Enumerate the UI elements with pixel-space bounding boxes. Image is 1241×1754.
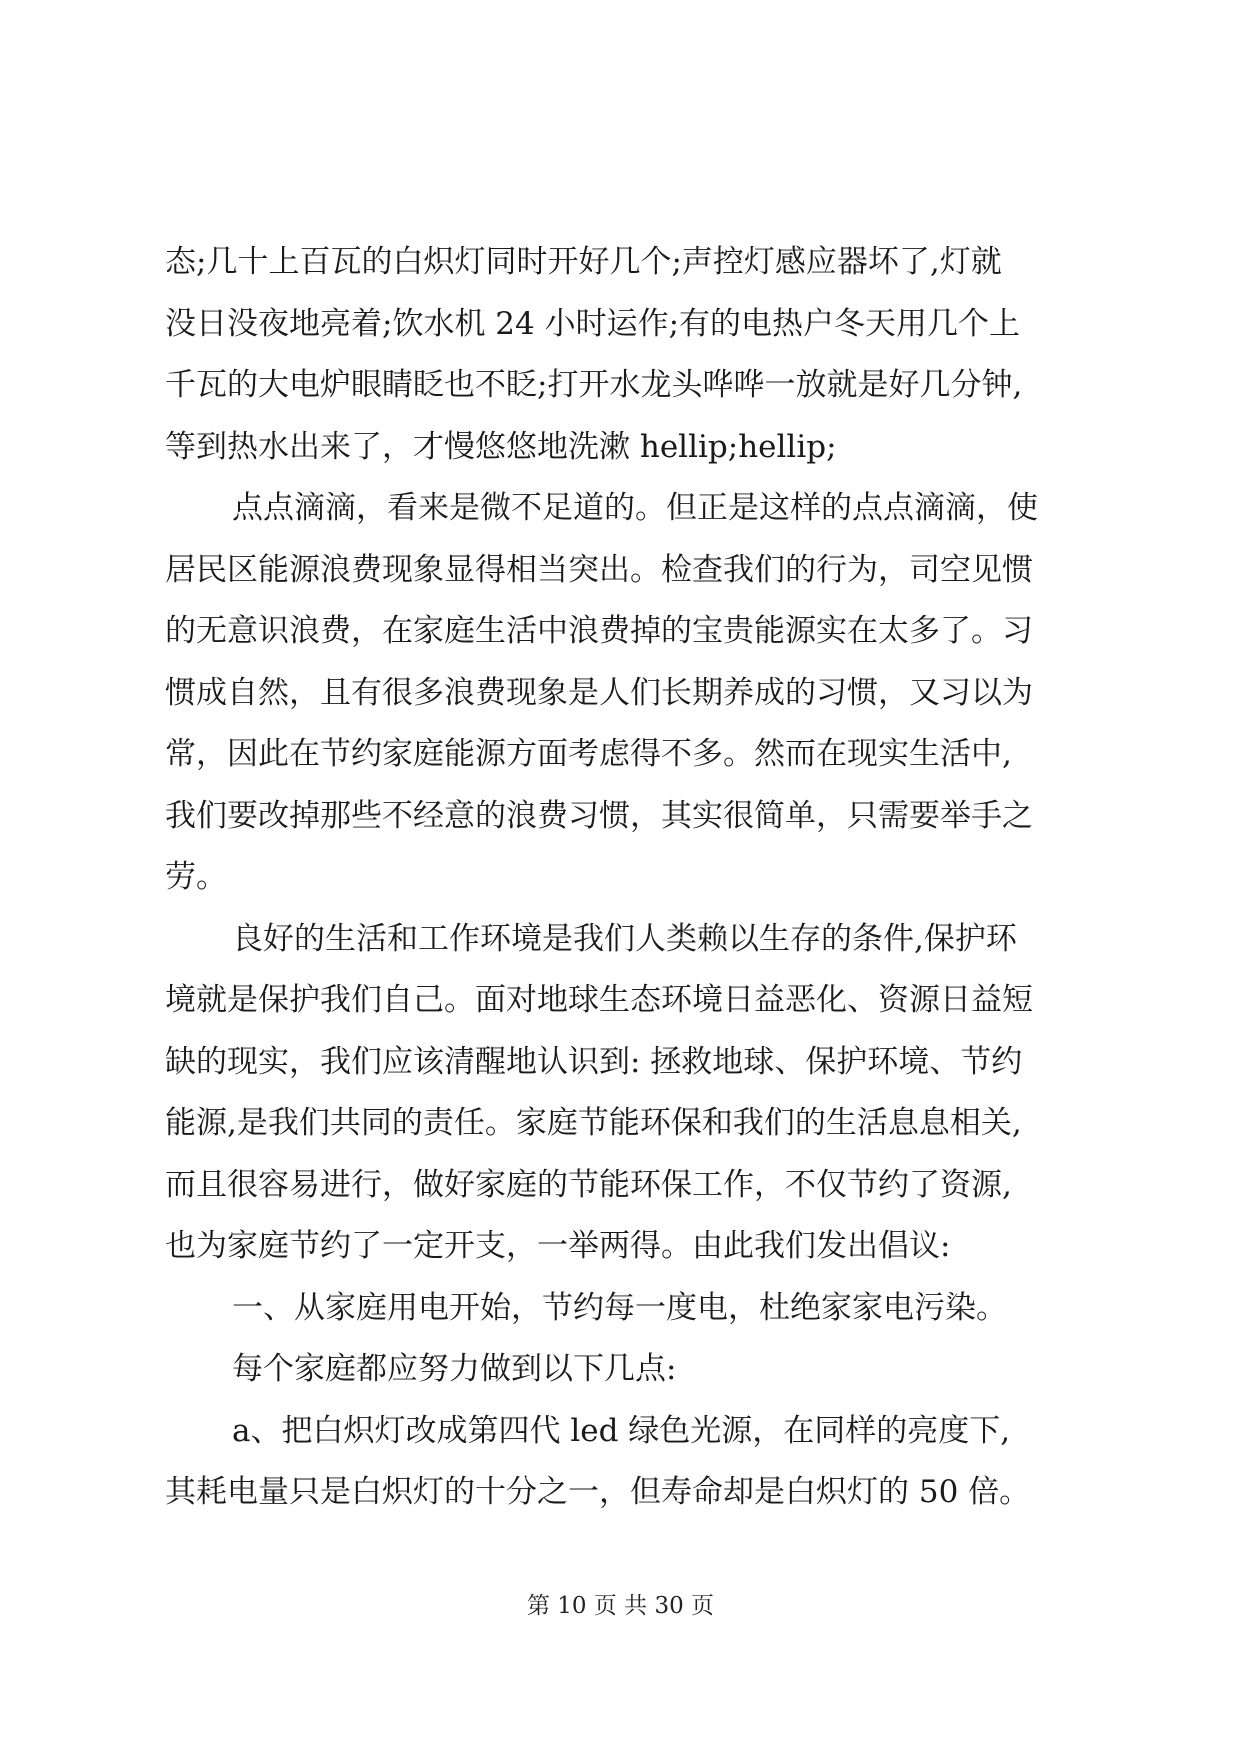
text-line: 我们要改掉那些不经意的浪费习惯，其实很简单，只需要举手之 [165, 797, 1033, 834]
text-line: 其耗电量只是白炽灯的十分之一，但寿命却是白炽灯的 50 倍。 [165, 1474, 1031, 1510]
text-line: 等到热水出来了，才慢悠悠地洗漱 hellip;hellip; [165, 428, 837, 465]
paragraph-first-line: a、把白炽灯改成第四代 led 绿色光源，在同样的亮度下, [232, 1412, 1011, 1449]
document-body [165, 232, 1105, 1524]
text-line: 态;几十上百瓦的白炽灯同时开好几个;声控灯感应器坏了,灯就 [165, 244, 1002, 280]
text-line: 千瓦的大电炉眼睛眨也不眨;打开水龙头哗哗一放就是好几分钟, [165, 367, 1023, 403]
text-line: 也为家庭节约了一定开支，一举两得。由此我们发出倡议: [165, 1228, 951, 1264]
text-line: 缺的现实，我们应该清醒地认识到: 拯救地球、保护环境、节约 [165, 1043, 1023, 1080]
page-number-footer: 第 10 页 共 30 页 [526, 1593, 715, 1619]
text-line: 的无意识浪费，在家庭生活中浪费掉的宝贵能源实在太多了。习 [165, 613, 1033, 649]
paragraph-first-line: 良好的生活和工作环境是我们人类赖以生存的条件,保护环 [232, 920, 1017, 957]
text-line: 劳。 [165, 859, 227, 895]
paragraph-first-line: 一、从家庭用电开始，节约每一度电，杜绝家家电污染。 [232, 1289, 1007, 1326]
text-line: 居民区能源浪费现象显得相当突出。检查我们的行为，司空见惯 [165, 551, 1033, 588]
paragraph-first-line: 每个家庭都应努力做到以下几点: [232, 1351, 677, 1387]
paragraph-first-line: 点点滴滴，看来是微不足道的。但正是这样的点点滴滴，使 [232, 490, 1038, 526]
text-line: 惯成自然，且有很多浪费现象是人们长期养成的习惯，又习以为 [165, 674, 1033, 711]
text-line: 能源,是我们共同的责任。家庭节能环保和我们的生活息息相关, [165, 1105, 1022, 1141]
text-line: 境就是保护我们自己。面对地球生态环境日益恶化、资源日益短 [165, 982, 1033, 1018]
text-line: 常，因此在节约家庭能源方面考虑得不多。然而在现实生活中, [165, 736, 1012, 772]
text-line: 没日没夜地亮着;饮水机 24 小时运作;有的电热户冬天用几个上 [165, 305, 1021, 342]
text-line: 而且很容易进行，做好家庭的节能环保工作，不仅节约了资源, [165, 1166, 1012, 1203]
